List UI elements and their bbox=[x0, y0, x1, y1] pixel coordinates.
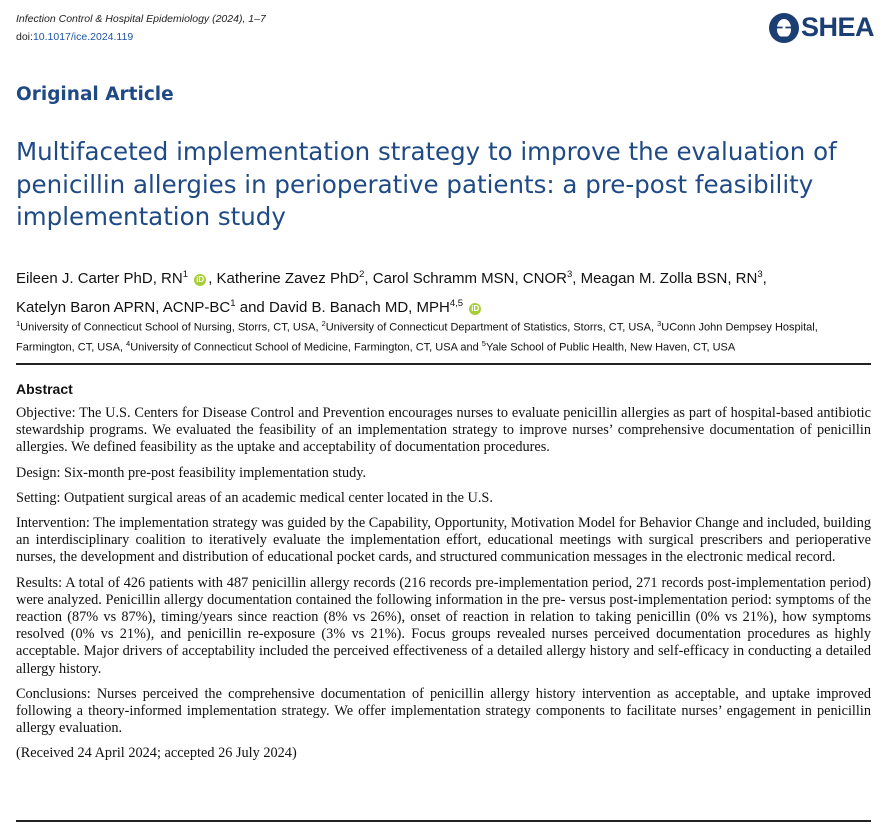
abstract-intervention: Intervention: The implementation strategy was guided by the Capability, Opportunity, Motivation Model for Behavior Change and included, building an interdisciplinary coalition to iteratively evaluate the implementation effort, educational meetings with surgical prescribers and perioperative nurses, the development and distribution of educational pocket cards, and structured communication messages in the electronic medical record. bbox=[16, 515, 871, 566]
orcid-icon[interactable]: iD bbox=[196, 275, 205, 284]
shea-logo-text: SHEA bbox=[801, 12, 875, 42]
article-title: Multifaceted implementation strategy to improve the evaluation of penicillin allergies in perioperative patients: a pre-post feasibility implementation study bbox=[16, 137, 837, 231]
orcid-icon[interactable]: iD bbox=[471, 304, 480, 313]
article-type: Original Article bbox=[16, 84, 174, 105]
author-affil-sup: 3 bbox=[757, 269, 763, 280]
author-affil-sup: 1 bbox=[182, 269, 189, 280]
author-affil-sup: 2 bbox=[359, 269, 365, 280]
divider bbox=[16, 820, 871, 822]
abstract-results: Results: A total of 426 patients with 487 penicillin allergy records (216 records pre-implementation period, 271 records post-implementation period) were analyzed. Penicillin allergy documentation contained the following information in the pre- versus post-implementation period: symptoms of the reaction (87% vs 87%), timing/years since reaction (8% vs 26%), onset of reaction in relation to taking penicillin (0% vs 21%), how symptoms resolved (0% vs 21%), and penicillin re-exposure (3% vs 21%). Focus groups revealed nurses perceived documentation procedures as highly acceptable. Major drivers of acceptability included the perceived effectiveness of a detailed allergy history and self-efficacy in conducting a detailed allergy history. bbox=[16, 574, 871, 677]
author-name: Katelyn Baron APRN, ACNP-BC bbox=[16, 299, 231, 316]
doi-link[interactable]: 10.1017/ice.2024.119 bbox=[32, 31, 134, 43]
doi-prefix: doi: bbox=[16, 31, 33, 43]
author-affil-sup: 3 bbox=[566, 269, 573, 280]
author-name: Meagan M. Zolla BSN, RN bbox=[580, 270, 758, 287]
divider bbox=[16, 363, 871, 365]
abstract-objective: Objective: The U.S. Centers for Disease Control and Prevention encourages nurses to evaluate penicillin allergies as part of hospital-based antibiotic stewardship programs. We evaluated the feasibility of an implementation strategy to improve nurses’ comprehensive documentation of penicillin allergies. We defined feasibility as the uptake and acceptability of documentation procedures. bbox=[16, 405, 871, 456]
author-name: Carol Schramm MSN, CNOR bbox=[372, 270, 567, 287]
author-separator: and bbox=[235, 299, 269, 316]
affil-sup: 3 bbox=[657, 319, 662, 328]
affil-text: Yale School of Public Health, New Haven, CT, USA bbox=[485, 341, 736, 354]
affil-text: UConn John Dempsey Hospital, Farmington, CT, USA, bbox=[16, 321, 818, 354]
author-separator: , bbox=[364, 270, 373, 287]
author-list bbox=[16, 262, 876, 320]
author-separator: , bbox=[208, 270, 217, 287]
journal-citation: Infection Control & Hospital Epidemiology (2024), 1–7 bbox=[16, 13, 266, 25]
shea-logo bbox=[769, 12, 874, 43]
author-separator: , bbox=[762, 270, 767, 287]
author-name: Eileen J. Carter PhD, RN bbox=[16, 270, 183, 287]
author-name: Katherine Zavez PhD bbox=[216, 270, 360, 287]
received-dates: (Received 24 April 2024; accepted 26 July 2024) bbox=[16, 745, 297, 762]
abstract-design: Design: Six-month pre-post feasibility implementation study. bbox=[16, 464, 367, 481]
author-affil-sup: 1 bbox=[230, 298, 236, 309]
author-separator: , bbox=[572, 270, 581, 287]
affiliations bbox=[16, 316, 876, 356]
affil-sup: 1 bbox=[16, 319, 21, 328]
abstract-setting: Setting: Outpatient surgical areas of an academic medical center located in the U.S. bbox=[16, 489, 493, 506]
author-affil-sup: 4,5 bbox=[449, 298, 464, 309]
abstract-heading: Abstract bbox=[16, 381, 73, 397]
affil-text: University of Connecticut Department of Statistics, Storrs, CT, USA, bbox=[325, 321, 658, 334]
affil-sup: 5 bbox=[481, 339, 486, 349]
affil-sup: 4 bbox=[126, 339, 131, 349]
affil-text: University of Connecticut School of Nursing, Storrs, CT, USA, bbox=[20, 321, 322, 334]
doi-line bbox=[16, 31, 133, 43]
author-name: David B. Banach MD, MPH bbox=[268, 299, 450, 316]
abstract-conclusions: Conclusions: Nurses perceived the comprehensive documentation of penicillin allergy history intervention as acceptable, and uptake improved following a theory-informed implementation strategy. We offer implementation strategy components to facilitate nurses’ engagement in penicillin allergy evaluation. bbox=[16, 685, 871, 737]
affil-sup: 2 bbox=[321, 319, 326, 328]
abstract-body bbox=[16, 405, 871, 771]
shea-logo-icon bbox=[769, 13, 799, 43]
affil-text: University of Connecticut School of Medicine, Farmington, CT, USA and bbox=[130, 341, 482, 354]
